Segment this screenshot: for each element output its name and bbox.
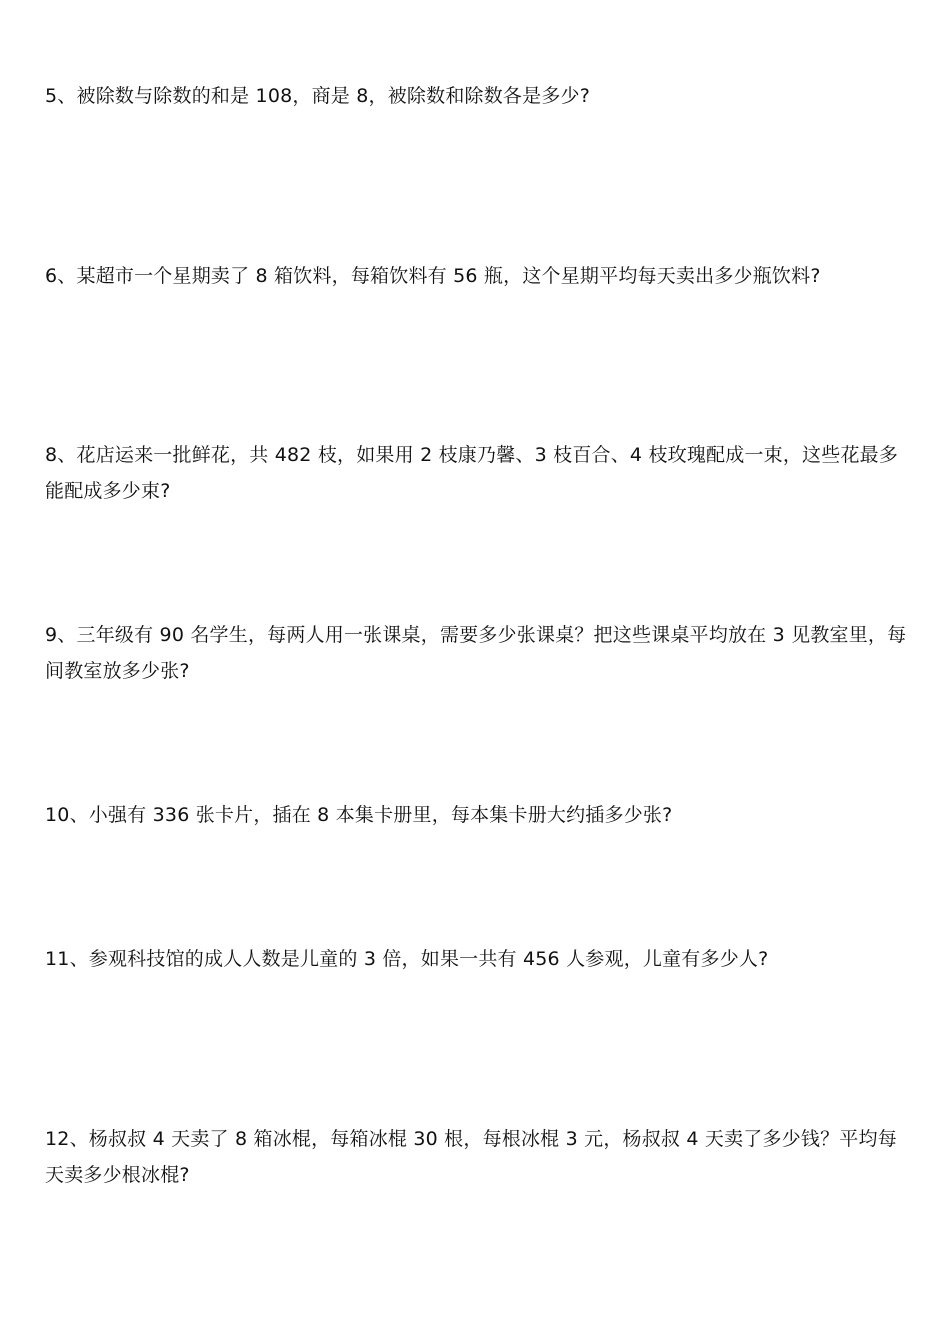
problem-10: 10、小强有 336 张卡片，插在 8 本集卡册里，每本集卡册大约插多少张? bbox=[45, 804, 673, 826]
problem-11: 11、参观科技馆的成人人数是儿童的 3 倍，如果一共有 456 人参观，儿童有多少人? bbox=[45, 948, 769, 970]
problem-5: 5、被除数与除数的和是 108，商是 8，被除数和除数各是多少? bbox=[45, 85, 591, 107]
problem-8: 8、花店运来一批鲜花，共 482 枝，如果用 2 枝康乃馨、3 枝百合、4 枝玫瑰配成一束，这些花最多能配成多少束? bbox=[45, 444, 899, 502]
problem-6: 6、某超市一个星期卖了 8 箱饮料，每箱饮料有 56 瓶，这个星期平均每天卖出多少瓶饮料? bbox=[45, 265, 821, 287]
problem-12: 12、杨叔叔 4 天卖了 8 箱冰棍，每箱冰棍 30 根，每根冰棍 3 元，杨叔叔 4 天卖了多少钱？平均每天卖多少根冰棍? bbox=[45, 1128, 897, 1186]
problem-9: 9、三年级有 90 名学生，每两人用一张课桌，需要多少张课桌？把这些课桌平均放在 3 见教室里，每间教室放多少张? bbox=[45, 624, 907, 682]
